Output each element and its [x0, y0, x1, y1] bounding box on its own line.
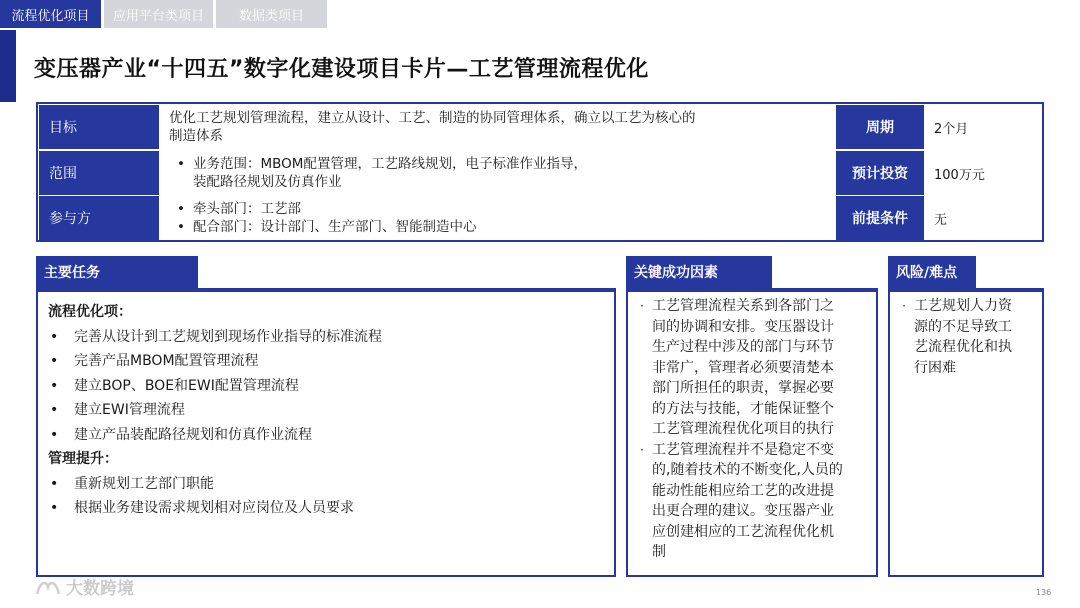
tasks-header: 主要任务 [36, 256, 198, 288]
watermark-logo [34, 574, 134, 599]
bullet-icon: • [50, 500, 59, 516]
bullet-icon: • [50, 328, 59, 345]
factor-line: 非常广，管理者必须要清楚本 [652, 359, 834, 376]
accent-bar [0, 30, 16, 102]
period-label: 周期 [836, 105, 924, 149]
scope-line: 装配路径规划及仿真作业 [193, 174, 342, 190]
factor-line: 工艺管理流程关系到各部门之 [652, 298, 834, 314]
list-item [48, 325, 604, 350]
bullet-icon: • [177, 156, 185, 172]
risk-line: 艺流程优化和执 [914, 339, 1012, 355]
task-text: 完善产品MBOM配置管理流程 [74, 353, 259, 369]
risk-line: 工艺规划人力资 [914, 298, 1012, 314]
factor-line: 的,随着技术的不断变化,人员的 [652, 462, 843, 478]
bullet-icon: • [50, 377, 59, 394]
bullet-icon: · [640, 299, 644, 313]
goal-content [161, 105, 834, 149]
goal-line: 制造体系 [169, 128, 223, 144]
task-text: 建立EWI管理流程 [74, 402, 185, 418]
list-item [48, 349, 604, 374]
bullet-icon: • [50, 353, 59, 369]
list-item [48, 374, 604, 399]
page-number: 136 [1036, 588, 1052, 597]
goal-label: 目标 [39, 105, 159, 149]
participant-item: 配合部门：设计部门、生产部门、智能制造中心 [193, 219, 477, 235]
list-item [48, 496, 604, 521]
project-info-table [36, 102, 1044, 242]
participant-item: 牵头部门：工艺部 [193, 201, 301, 217]
factor-line: 生产过程中涉及的部门与环节 [652, 339, 834, 355]
bullet-icon: • [50, 402, 59, 418]
factor-line: 能动性能相应给工艺的改进提 [652, 482, 834, 499]
factor-line: 部门所担任的职责，掌握必要 [652, 380, 834, 396]
list-item [632, 440, 870, 563]
factor-line: 的方法与技能，才能保证整个 [652, 400, 834, 417]
page-title: 变压器产业“十四五”数字化建设项目卡片—工艺管理流程优化 [34, 57, 649, 82]
participants-label: 参与方 [39, 196, 159, 240]
bullet-icon: · [640, 442, 644, 457]
bullet-icon: • [50, 475, 59, 492]
investment-value: 100万元 [926, 151, 1040, 195]
factor-line: 工艺管理流程优化项目的执行 [652, 421, 834, 437]
task-text: 根据业务建设需求规划相对应岗位及人员要求 [74, 500, 354, 516]
task-text: 完善从设计到工艺规划到现场作业指导的标准流程 [74, 328, 382, 345]
task-text: 重新规划工艺部门职能 [74, 475, 214, 492]
tab-data-projects[interactable]: 数据类项目 [216, 0, 327, 28]
bullet-icon: • [50, 426, 59, 443]
factor-line: 工艺管理流程并不是稳定不变 [652, 441, 834, 458]
list-item [632, 296, 870, 440]
precondition-label: 前提条件 [836, 196, 924, 240]
logo-icon [34, 576, 62, 598]
tasks-panel [36, 290, 616, 577]
risks-header: 风险/难点 [888, 256, 976, 288]
task-group-title: 流程优化项： [48, 304, 132, 320]
investment-label: 预计投资 [836, 151, 924, 195]
factors-panel [626, 290, 878, 577]
logo-text: 大数跨境 [66, 579, 134, 599]
task-text: 建立产品装配路径规划和仿真作业流程 [74, 426, 312, 443]
list-item [48, 472, 604, 497]
bullet-icon: · [902, 299, 906, 313]
task-text: 建立BOP、BOE和EWI配置管理流程 [74, 377, 299, 394]
period-value: 2个月 [926, 105, 1040, 149]
bullet-icon: • [177, 219, 185, 235]
scope-line: 业务范围：MBOM配置管理，工艺路线规划，电子标准作业指导， [193, 156, 587, 172]
list-item [894, 296, 1036, 378]
factors-header: 关键成功因素 [626, 256, 772, 288]
risk-line: 行困难 [914, 359, 956, 376]
risks-panel [888, 290, 1044, 577]
bullet-icon: • [177, 201, 185, 217]
participants-content [161, 196, 834, 240]
factor-line: 制 [652, 544, 666, 560]
factor-line: 出更合理的建议。变压器产业 [652, 503, 834, 519]
tab-application-platform[interactable]: 应用平台类项目 [104, 0, 213, 28]
scope-label: 范围 [39, 151, 159, 195]
factor-line: 应创建相应的工艺流程优化机 [652, 523, 834, 540]
factor-line: 间的协调和安排。变压器设计 [652, 318, 834, 335]
list-item [48, 398, 604, 423]
list-item [48, 423, 604, 448]
tab-process-optimization[interactable]: 流程优化项目 [0, 0, 101, 28]
risk-line: 源的不足导致工 [914, 318, 1012, 335]
task-group-title: 管理提升： [48, 451, 118, 467]
goal-line: 优化工艺规划管理流程，建立从设计、工艺、制造的协同管理体系，确立以工艺为核心的 [169, 110, 696, 126]
project-tabs [0, 0, 327, 28]
scope-content [161, 151, 834, 195]
precondition-value: 无 [926, 196, 1040, 240]
